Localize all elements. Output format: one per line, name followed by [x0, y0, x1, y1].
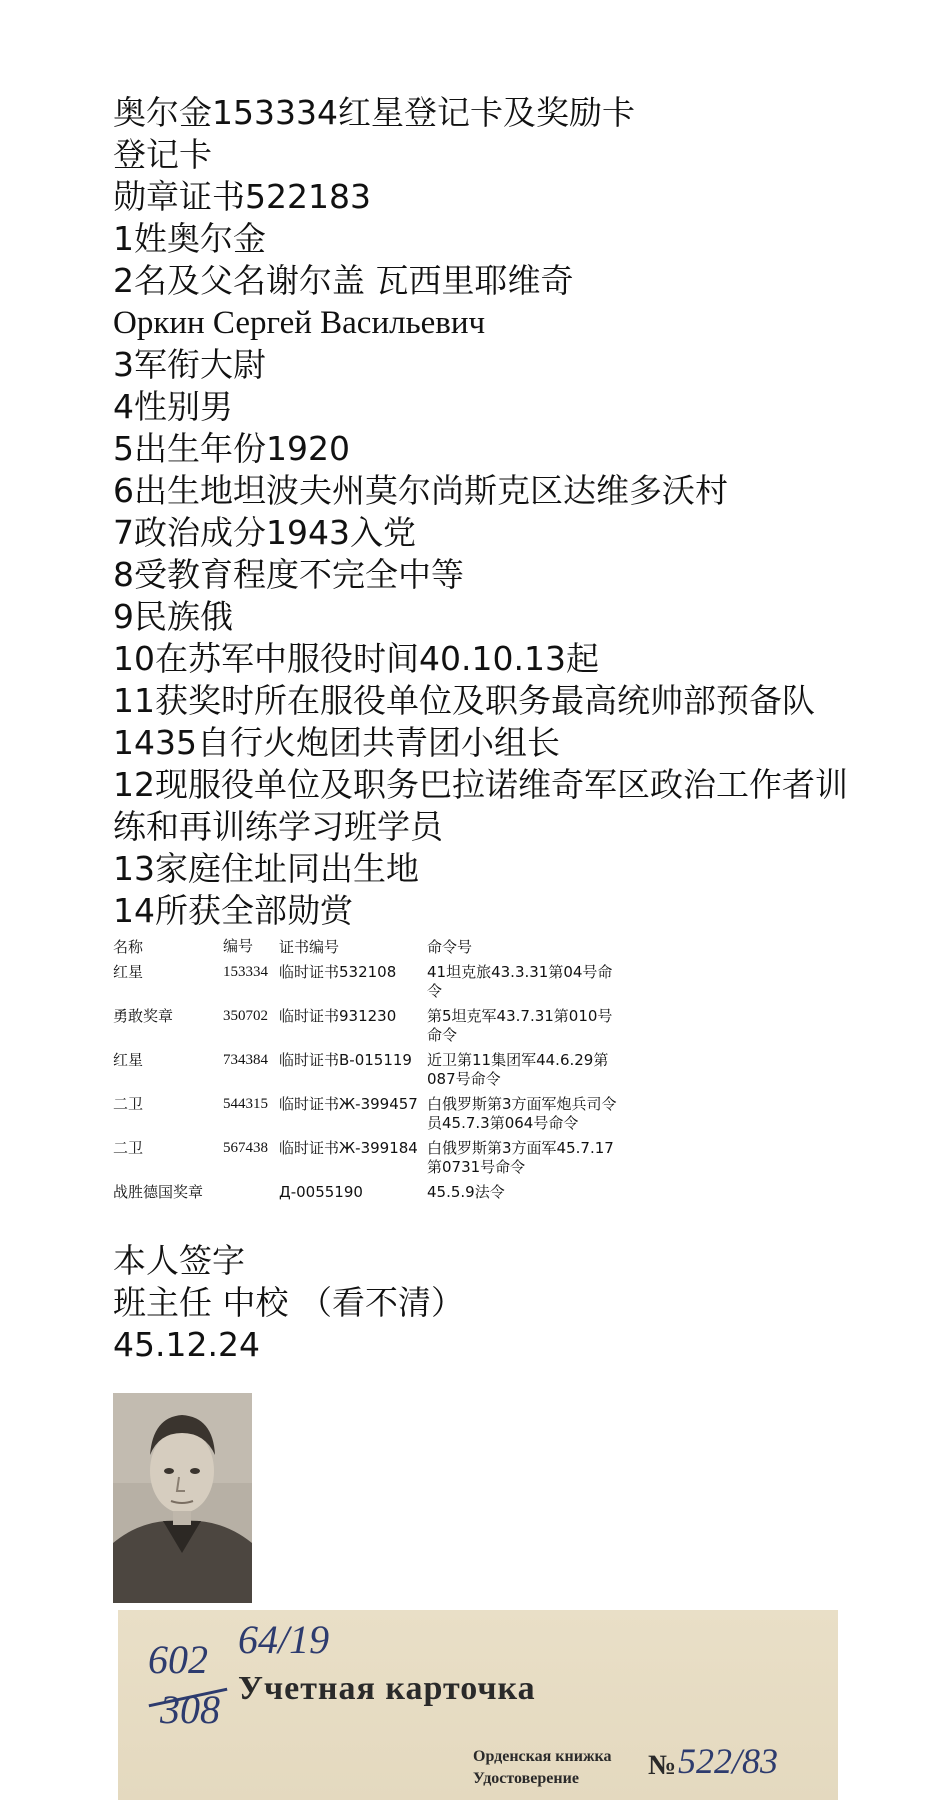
table-row: [113, 1049, 617, 1093]
award-number: 544315: [223, 1096, 268, 1112]
birthplace-line: 6出生地坦波夫州莫尔尚斯克区达维多沃村: [113, 471, 728, 510]
signature-date: 45.12.24: [113, 1325, 260, 1364]
award-unit-line: 11获奖时所在服役单位及职务最高统帅部预备队1435自行火炮团共青团小组长: [113, 681, 815, 762]
table-row: [113, 1181, 617, 1206]
party-line: 7政治成分1943入党: [113, 513, 416, 552]
award-name: 二卫: [113, 1095, 144, 1113]
table-row: [113, 961, 617, 1005]
portrait-image: [113, 1393, 252, 1603]
table-row: [113, 1137, 617, 1181]
header-name: 名称: [113, 938, 144, 956]
award-cert: Д-0055190: [279, 1183, 363, 1201]
education-line: 8受教育程度不完全中等: [113, 555, 464, 594]
award-cert: 临时证书931230: [279, 1007, 397, 1025]
award-name: 二卫: [113, 1139, 144, 1157]
doc-title: 奥尔金153334红星登记卡及奖励卡: [113, 93, 635, 132]
signature-line: 本人签字: [113, 1241, 245, 1280]
birth-year-line: 5出生年份1920: [113, 429, 350, 468]
name-patronymic-line: 2名及父名谢尔盖 瓦西里耶维奇: [113, 261, 574, 300]
award-order: 41坦克旅43.3.31第04号命令: [427, 963, 613, 1000]
awards-table: [113, 936, 617, 1206]
award-cert: 临时证书Ж-399457: [279, 1095, 418, 1113]
award-order: 近卫第11集团军44.6.29第087号命令: [427, 1051, 609, 1088]
signature-block: [113, 1240, 873, 1366]
award-order: 白俄罗斯第3方面军45.7.17第0731号命令: [427, 1139, 614, 1176]
award-name: 勇敢奖章: [113, 1007, 174, 1025]
table-row: [113, 1093, 617, 1137]
current-unit-line: 12现服役单位及职务巴拉诺维奇军区政治工作者训练和再训练学习班学员: [113, 765, 848, 846]
portrait-photo: [113, 1393, 252, 1603]
card-number-sign: №: [648, 1750, 677, 1781]
handwritten-6419: 64/19: [238, 1617, 330, 1662]
nationality-line: 9民族俄: [113, 597, 233, 636]
document: [113, 92, 873, 1366]
award-order: 白俄罗斯第3方面军炮兵司令员45.7.3第064号命令: [427, 1095, 617, 1132]
award-number: 734384: [223, 1052, 268, 1068]
handwritten-308: 308: [160, 1687, 220, 1732]
handwritten-card-number: 522/83: [678, 1741, 779, 1781]
original-registration-card: [118, 1610, 838, 1800]
surname-line: 1姓奥尔金: [113, 219, 266, 258]
card-title: Учетная карточка: [238, 1670, 536, 1707]
award-name: 战胜德国奖章: [113, 1183, 204, 1201]
award-number: 350702: [223, 1008, 268, 1024]
all-awards-line: 14所获全部勋赏: [113, 891, 353, 930]
award-order: 45.5.9法令: [427, 1183, 505, 1201]
awards-table-header: [113, 936, 617, 961]
card-label-order-book: Орденская книжка: [473, 1748, 612, 1765]
table-row: [113, 1005, 617, 1049]
award-number: [223, 1181, 279, 1206]
russian-name-line: Оркин Сергей Васильевич: [113, 305, 486, 341]
rank-line: 3军衔大尉: [113, 345, 266, 384]
home-address-line: 13家庭住址同出生地: [113, 849, 419, 888]
header-cert: 证书编号: [279, 938, 340, 956]
card-label-certificate: Удостоверение: [473, 1770, 579, 1787]
award-order: 第5坦克军43.7.31第010号命令: [427, 1007, 613, 1044]
sex-line: 4性别男: [113, 387, 233, 426]
award-cert: 临时证书Ж-399184: [279, 1139, 418, 1157]
header-order: 命令号: [427, 938, 473, 956]
medal-certificate-line: 勋章证书522183: [113, 177, 371, 216]
handwritten-602: 602: [148, 1637, 208, 1682]
award-number: 153334: [223, 964, 268, 980]
header-number: 编号: [223, 939, 254, 955]
award-number: 567438: [223, 1140, 268, 1156]
award-name: 红星: [113, 1051, 144, 1069]
award-cert: 临时证书B-015119: [279, 1051, 412, 1069]
award-cert: 临时证书532108: [279, 963, 397, 981]
supervisor-line: 班主任 中校 （看不清）: [113, 1283, 464, 1322]
award-name: 红星: [113, 963, 144, 981]
doc-subtitle: 登记卡: [113, 135, 212, 174]
service-start-line: 10在苏军中服役时间40.10.13起: [113, 639, 599, 678]
